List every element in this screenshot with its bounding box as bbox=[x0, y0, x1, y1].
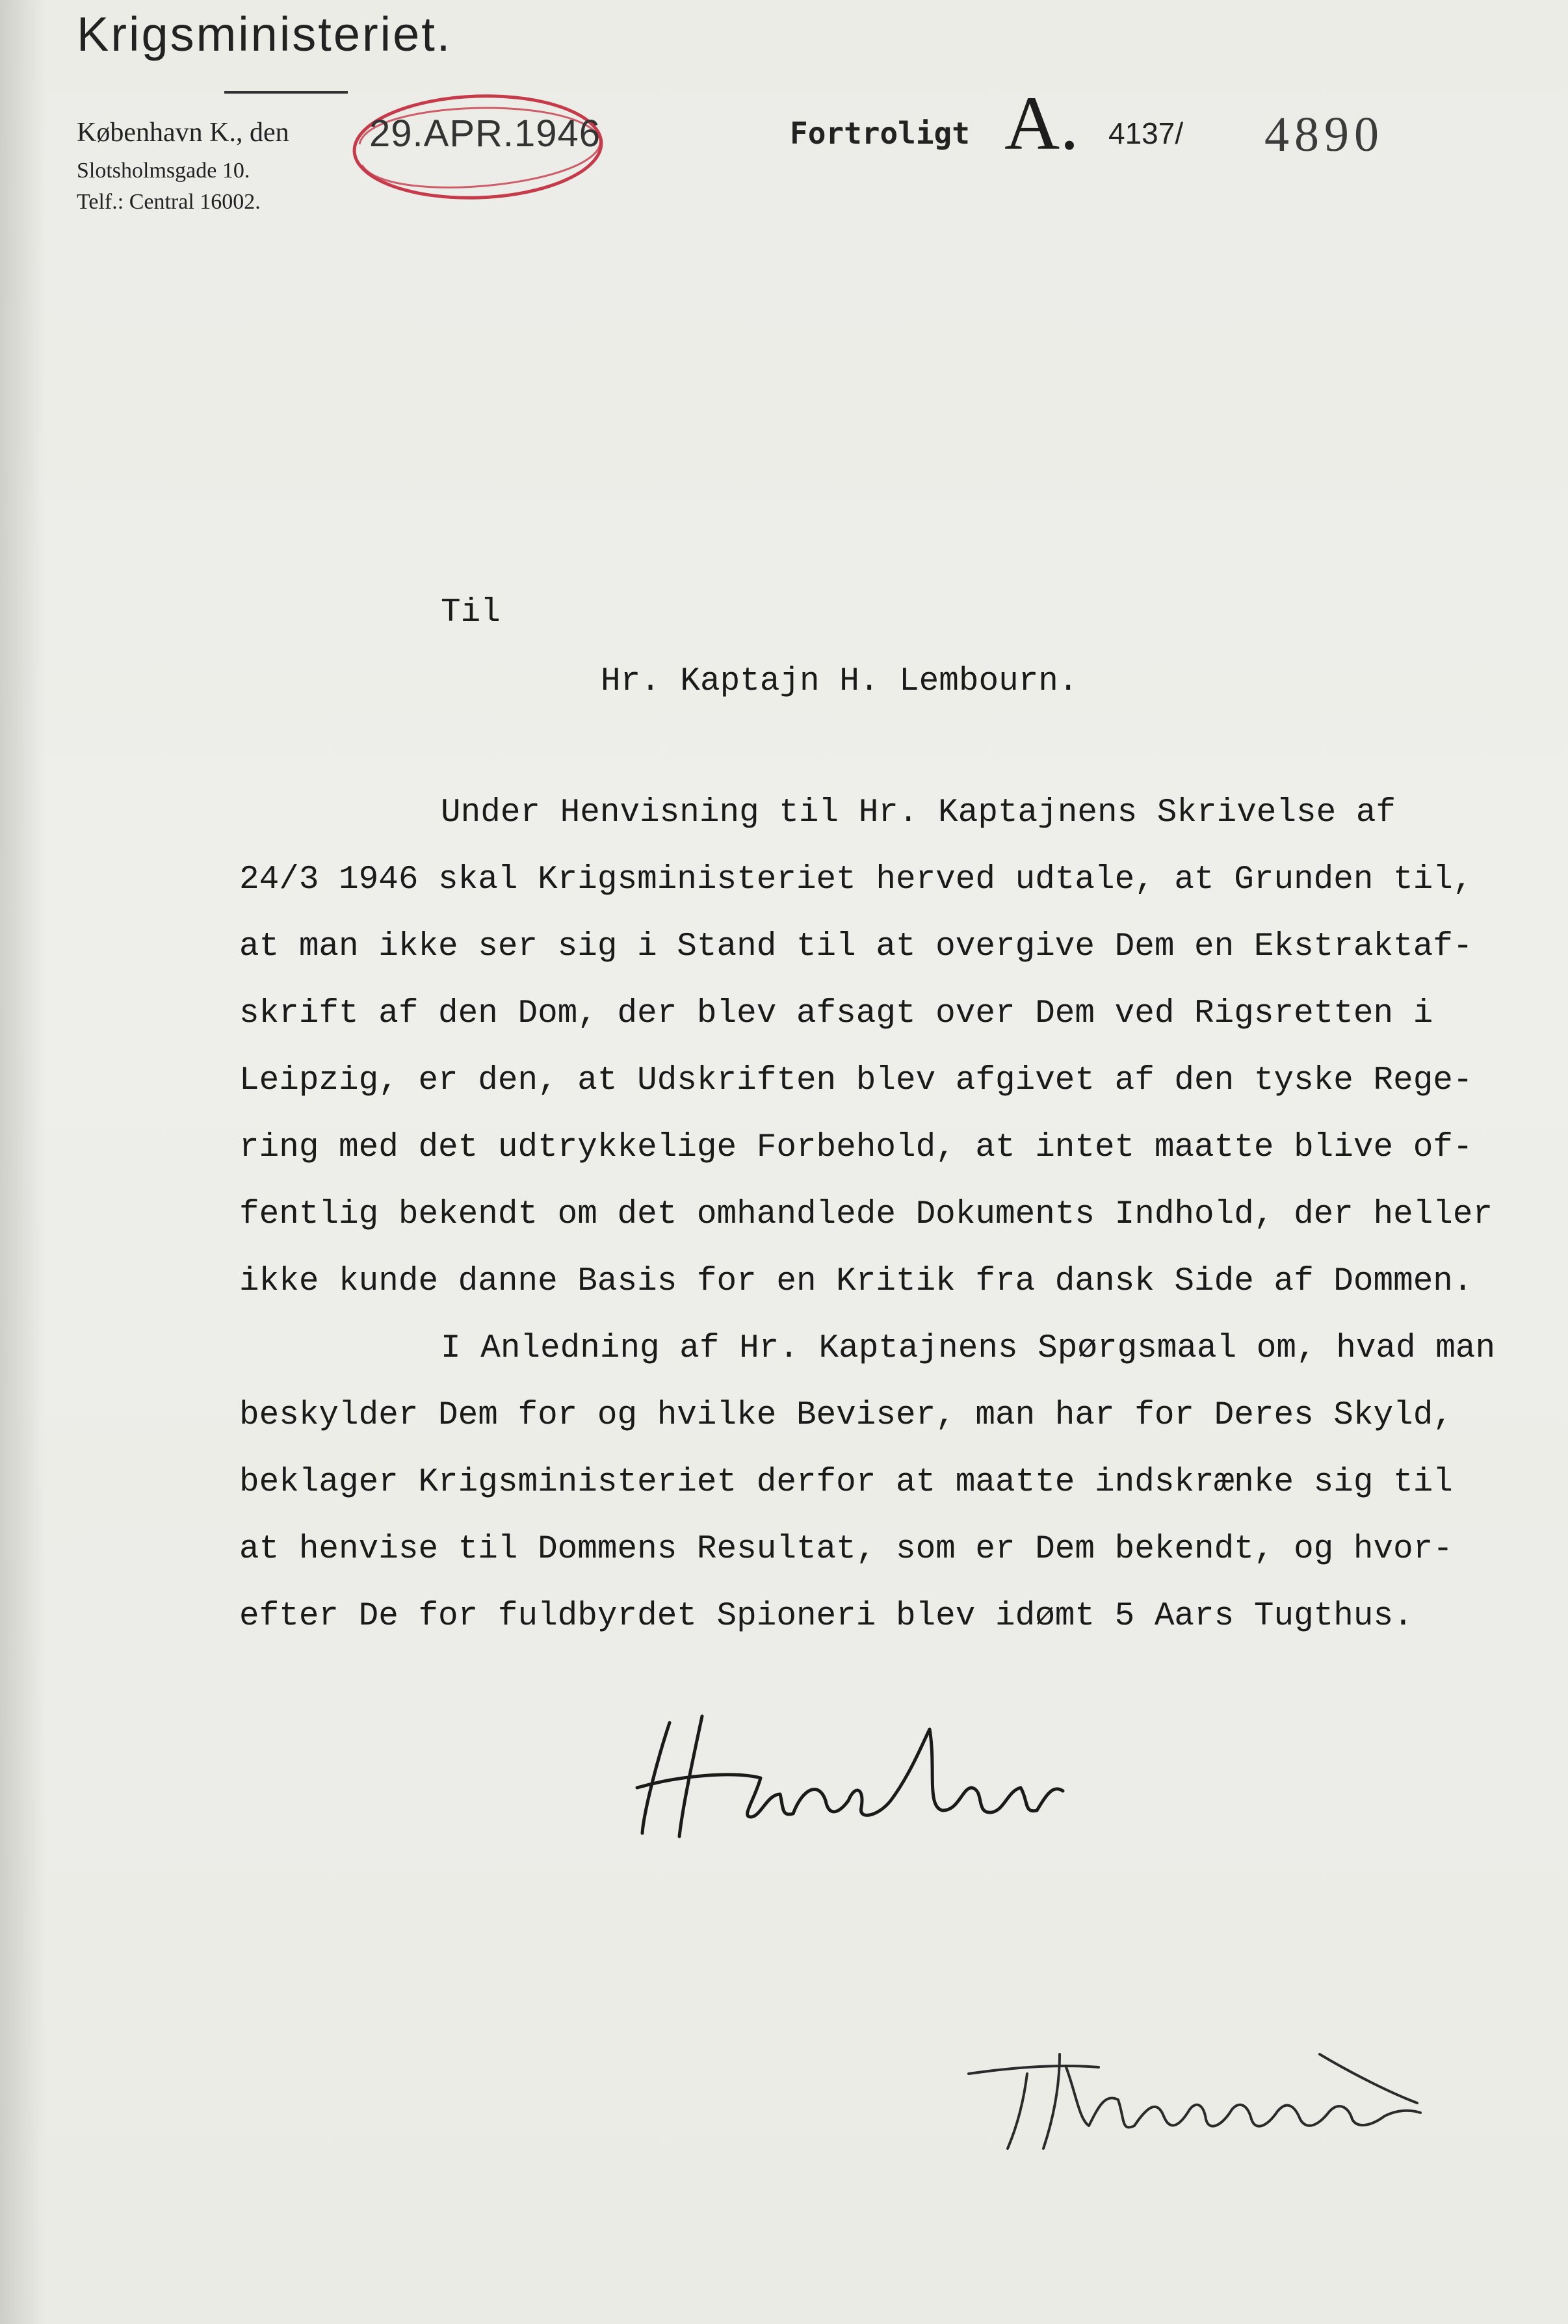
signature-handwritten-2 bbox=[962, 2028, 1430, 2158]
ministry-name: Krigsministeriet. bbox=[77, 7, 452, 61]
salutation: Til bbox=[441, 594, 501, 631]
signature-handwritten-1 bbox=[631, 1703, 1079, 1846]
body-line: at henvise til Dommens Resultat, som er Dem bekendt, og hvor- bbox=[239, 1531, 1453, 1568]
street-address: Slotsholmsgade 10. bbox=[77, 159, 250, 183]
reference-number: 4137/ bbox=[1108, 116, 1184, 150]
body-line: efter De for fuldbyrdet Spioneri blev idømt 5 Aars Tugthus. bbox=[239, 1598, 1413, 1635]
body-line: beskylder Dem for og hvilke Beviser, man har for Deres Skyld, bbox=[239, 1397, 1453, 1434]
body-line: skrift af den Dom, der blev afsagt over Dem ved Rigsretten i bbox=[239, 995, 1433, 1032]
confidential-letter: A. bbox=[1004, 81, 1079, 166]
page-edge-shadow bbox=[0, 0, 46, 2324]
body-line: beklager Krigsministeriet derfor at maatte indskrænke sig til bbox=[239, 1464, 1453, 1501]
body-line: Leipzig, er den, at Udskriften blev afgivet af den tyske Rege- bbox=[239, 1062, 1473, 1099]
phone-number: Telf.: Central 16002. bbox=[77, 190, 261, 214]
registry-number: 4890 bbox=[1264, 107, 1384, 162]
body-line: I Anledning af Hr. Kaptajnens Spørgsmaal om, hvad man bbox=[441, 1330, 1496, 1367]
letterhead-rule bbox=[224, 91, 348, 94]
body-line: ikke kunde danne Basis for en Kritik fra dansk Side af Dommen. bbox=[239, 1263, 1473, 1300]
recipient-name: Hr. Kaptajn H. Lembourn. bbox=[601, 663, 1078, 700]
city-date-prefix: København K., den bbox=[77, 118, 289, 148]
body-line: at man ikke ser sig i Stand til at overgive Dem en Ekstraktaf- bbox=[239, 928, 1473, 965]
date-stamp: 29.APR.1946 bbox=[369, 112, 601, 155]
body-line: ring med det udtrykkelige Forbehold, at intet maatte blive of- bbox=[239, 1129, 1473, 1166]
body-line: Under Henvisning til Hr. Kaptajnens Skrivelse af bbox=[441, 794, 1396, 831]
body-line: 24/3 1946 skal Krigsministeriet herved udtale, at Grunden til, bbox=[239, 861, 1473, 898]
body-line: fentlig bekendt om det omhandlede Dokuments Indhold, der heller bbox=[239, 1196, 1493, 1233]
confidential-label: Fortroligt bbox=[790, 116, 970, 151]
